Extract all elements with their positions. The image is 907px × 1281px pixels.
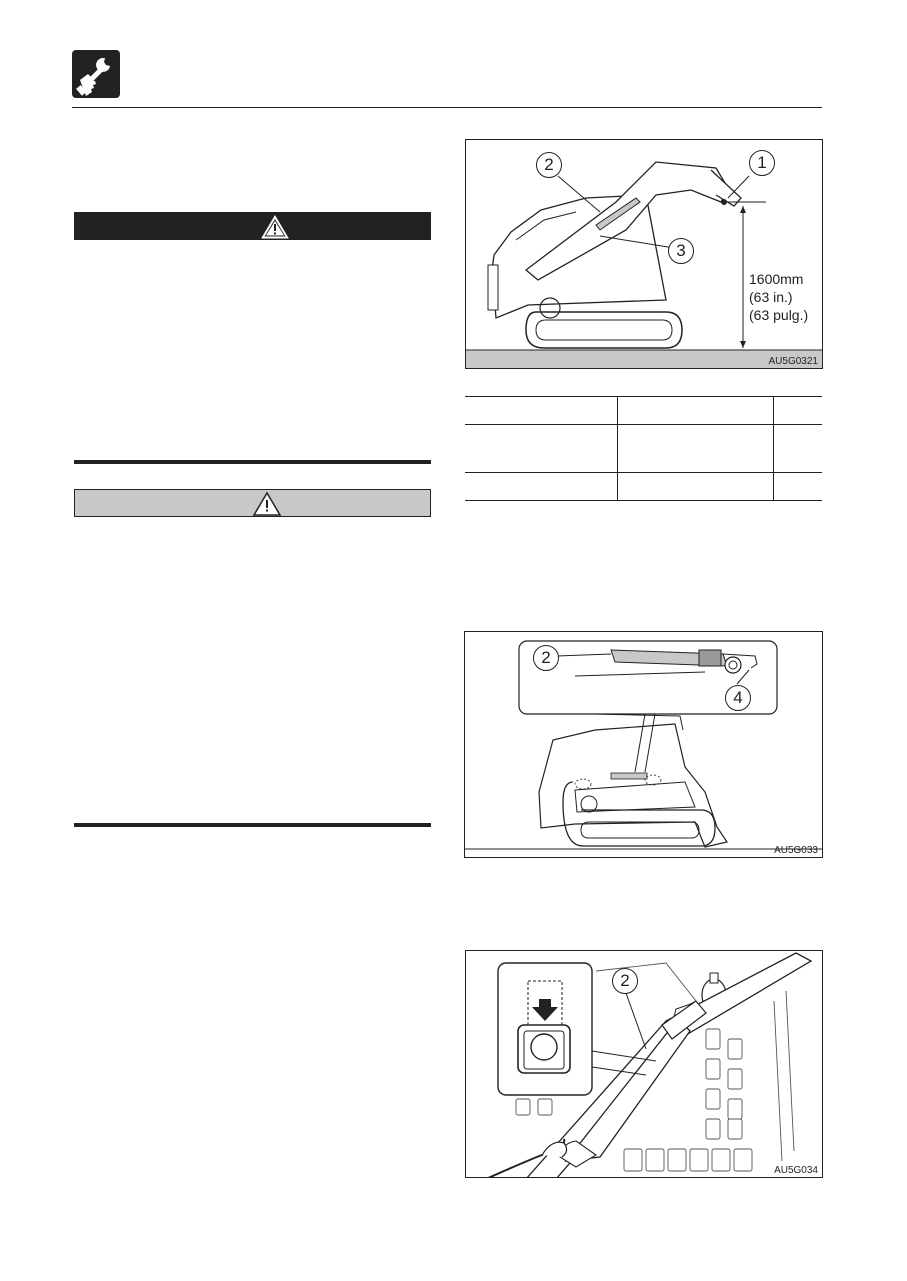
callout-2: 2 — [612, 968, 638, 994]
wrench-hand-icon — [72, 50, 120, 98]
table-cell — [618, 397, 774, 425]
table-row — [465, 397, 822, 425]
section-divider — [74, 823, 431, 827]
table-cell — [618, 425, 774, 473]
figure-code: AU5G034 — [774, 1165, 818, 1176]
section-icon — [72, 50, 120, 98]
figure-support-pin — [465, 950, 823, 1178]
table-cell — [774, 425, 823, 473]
section-divider — [74, 460, 431, 464]
warning-banner — [74, 212, 431, 240]
figure-code: AU5G033 — [774, 845, 818, 856]
callout-1: 1 — [749, 150, 775, 176]
table-row — [465, 473, 822, 501]
caution-banner — [74, 489, 431, 517]
callout-2: 2 — [533, 645, 559, 671]
loader-side-view-drawing — [466, 140, 823, 369]
lift-height-measurement — [749, 270, 808, 324]
measurement-mm: 1600mm — [749, 271, 804, 287]
figure-lift-arm-support — [464, 631, 823, 858]
figure-loader-lift-height — [465, 139, 823, 369]
measurement-pulg: (63 pulg.) — [749, 307, 809, 323]
callout-3: 3 — [668, 238, 694, 264]
table-cell — [465, 473, 618, 501]
warning-triangle-icon — [252, 491, 282, 517]
spec-table — [465, 396, 822, 501]
callout-4: 4 — [725, 685, 751, 711]
table-cell — [618, 473, 774, 501]
table-cell — [465, 425, 618, 473]
table-cell — [774, 397, 823, 425]
table-cell — [774, 473, 823, 501]
table-row — [465, 425, 822, 473]
figure-code: AU5G0321 — [768, 356, 818, 367]
header-rule — [72, 107, 822, 108]
support-pin-drawing — [466, 951, 823, 1178]
callout-2: 2 — [536, 152, 562, 178]
measurement-in: (63 in.) — [749, 289, 793, 305]
lift-arm-support-drawing — [465, 632, 823, 858]
table-cell — [465, 397, 618, 425]
warning-triangle-icon — [260, 214, 290, 240]
